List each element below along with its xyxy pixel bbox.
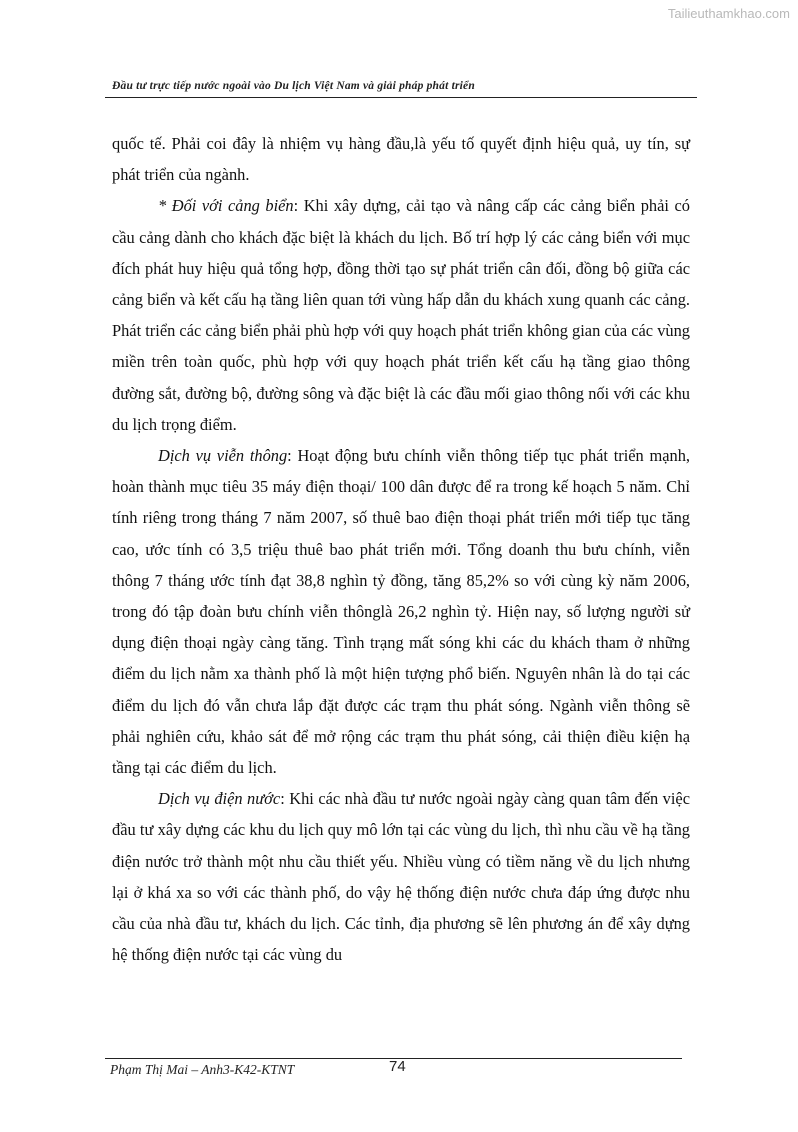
paragraph-3 <box>112 440 690 783</box>
paragraph-2-lead: * Đối với cảng biển <box>158 196 294 216</box>
paragraph-4 <box>112 783 690 970</box>
header-rule <box>105 97 697 98</box>
paragraph-1 <box>112 128 690 190</box>
paragraph-2 <box>112 190 690 440</box>
body-text <box>112 128 690 970</box>
paragraph-3-lead: Dịch vụ viễn thông <box>158 446 288 466</box>
watermark: Tailieuthamkhao.com <box>667 6 790 21</box>
page-number: 74 <box>389 1058 406 1075</box>
paragraph-4-text: : Khi các nhà đầu tư nước ngoài ngày càng quan tâm đến việc đầu tư xây dựng các khu du lịch quy mô lớn tại các vùng du lịch, thì nhu cầu về hạ tầng điện nước trở thành một nhu cầu thiết yếu. Nhiều vùng có tiềm năng về du lịch nhưng lại ở khá xa so với các thành phố, do vậy hệ thống điện nước chưa đáp ứng được nhu cầu của nhà đầu tư, khách du lịch. Các tỉnh, địa phương sẽ lên phương án để xây dựng hệ thống điện nước tại các vùng du <box>112 789 690 965</box>
running-header: Đầu tư trực tiếp nước ngoài vào Du lịch Việt Nam và giải pháp phát triển <box>112 80 475 92</box>
paragraph-3-text: : Hoạt động bưu chính viễn thông tiếp tục phát triển mạnh, hoàn thành mục tiêu 35 máy điện thoại/ 100 dân được để ra trong kế hoạch 5 năm. Chỉ tính riêng trong tháng 7 năm 2007, số thuê bao điện thoại phát triển mới tiếp tục tăng cao, ước tính có 3,5 triệu thuê bao phát triển mới. Tổng doanh thu bưu chính, viễn thông 7 tháng ước tính đạt 38,8 nghìn tỷ đồng, tăng 85,2% so với cùng kỳ năm 2006, trong đó tập đoàn bưu chính viễn thônglà 26,2 nghìn tỷ. Hiện nay, số lượng người sử dụng điện thoại ngày càng tăng. Tình trạng mất sóng khi các du khách tham ở những điểm du lịch nằm xa thành phố là một hiện tượng phổ biến. Nguyên nhân là do tại các điểm du lịch đó vẫn chưa lắp đặt được các trạm thu phát sóng. Ngành viễn thông sẽ phải nghiên cứu, khảo sát để mở rộng các trạm thu phát sóng, cải thiện điều kiện hạ tầng tại các điểm du lịch. <box>112 446 690 778</box>
paragraph-2-text: : Khi xây dựng, cải tạo và nâng cấp các cảng biển phải có cầu cảng dành cho khách đặc biệt là khách du lịch. Bố trí hợp lý các cảng biển với mục đích phát huy hiệu quả tổng hợp, đồng thời tạo sự phát triển cân đối, đồng bộ giữa các cảng biển và kết cấu hạ tầng liên quan tới vùng hấp dẫn du khách xung quanh các cảng. Phát triển các cảng biển phải phù hợp với quy hoạch phát triển không gian của các vùng miền trên toàn quốc, phù hợp với quy hoạch phát triển kết cấu hạ tầng giao thông đường sắt, đường bộ, đường sông và đặc biệt là các đầu mối giao thông nối với các khu du lịch trọng điểm. <box>112 196 690 434</box>
paragraph-4-lead: Dịch vụ điện nước <box>158 789 281 809</box>
footer-author: Phạm Thị Mai – Anh3-K42-KTNT <box>110 1062 295 1077</box>
paragraph-1-text: quốc tế. Phải coi đây là nhiệm vụ hàng đầu,là yếu tố quyết định hiệu quả, uy tín, sự phát triển của ngành. <box>112 134 690 185</box>
